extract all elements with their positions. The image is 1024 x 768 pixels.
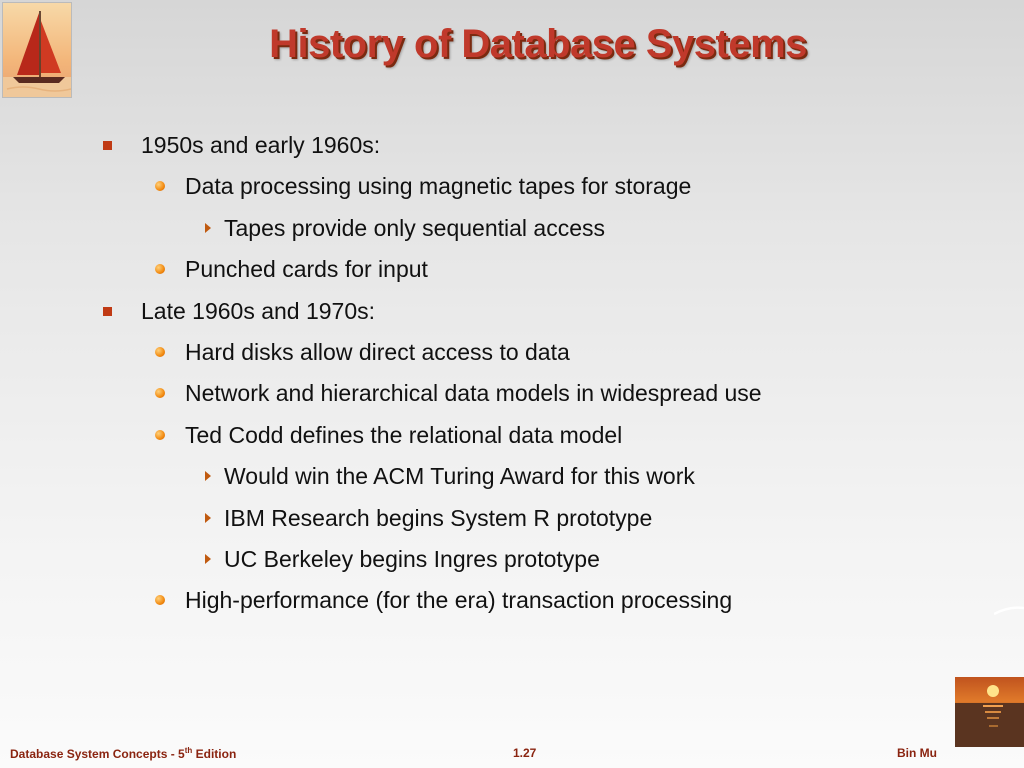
round-bullet-icon: [155, 430, 165, 440]
round-bullet-icon: [155, 595, 165, 605]
bullet-level-2: [185, 255, 428, 283]
bullet-text: Late 1960s and 1970s:: [141, 298, 376, 324]
bullet-text: Ted Codd defines the relational data model: [185, 422, 623, 448]
square-bullet-icon: [103, 307, 112, 316]
footer-author: Bin Mu: [897, 746, 937, 760]
bullet-level-2: [185, 379, 762, 407]
bullet-text: High-performance (for the era) transaction processing: [185, 587, 733, 613]
bullet-text: Data processing using magnetic tapes for storage: [185, 173, 692, 199]
bullet-level-2: [185, 421, 622, 449]
round-bullet-icon: [155, 388, 165, 398]
bullet-level-1: [141, 131, 380, 159]
bullet-text: IBM Research begins System R prototype: [224, 505, 653, 531]
bullet-level-3: [224, 504, 652, 532]
bullet-level-3: [224, 462, 695, 490]
decorative-swoosh-icon: [994, 606, 1024, 616]
round-bullet-icon: [155, 347, 165, 357]
bullet-level-2: [185, 172, 691, 200]
footer-book-sup: th: [184, 746, 193, 755]
footer-book-prefix: Database System Concepts - 5: [10, 747, 185, 761]
bullet-level-3: [224, 545, 600, 573]
round-bullet-icon: [155, 264, 165, 274]
bullet-text: 1950s and early 1960s:: [141, 132, 381, 158]
slide-title: History of Database Systems: [269, 22, 807, 66]
bullet-text: Network and hierarchical data models in widespread use: [185, 380, 762, 406]
footer-book-title: [10, 746, 236, 761]
bullet-level-2: [185, 338, 570, 366]
arrow-bullet-icon: [205, 554, 211, 564]
arrow-bullet-icon: [205, 223, 211, 233]
round-bullet-icon: [155, 181, 165, 191]
square-bullet-icon: [103, 141, 112, 150]
footer-book-suffix: Edition: [192, 747, 237, 761]
bullet-text: Hard disks allow direct access to data: [185, 339, 570, 365]
footer-page-number: 1.27: [513, 746, 537, 760]
bullet-level-3: [224, 214, 605, 242]
sunset-logo-icon: [955, 677, 1024, 747]
arrow-bullet-icon: [205, 471, 211, 481]
bullet-text: UC Berkeley begins Ingres prototype: [224, 546, 600, 572]
bullet-text: Punched cards for input: [185, 256, 428, 282]
arrow-bullet-icon: [205, 513, 211, 523]
bullet-level-2: [185, 586, 732, 614]
bullet-level-1: [141, 297, 375, 325]
bullet-text: Would win the ACM Turing Award for this work: [224, 463, 695, 489]
bullet-text: Tapes provide only sequential access: [224, 215, 606, 241]
